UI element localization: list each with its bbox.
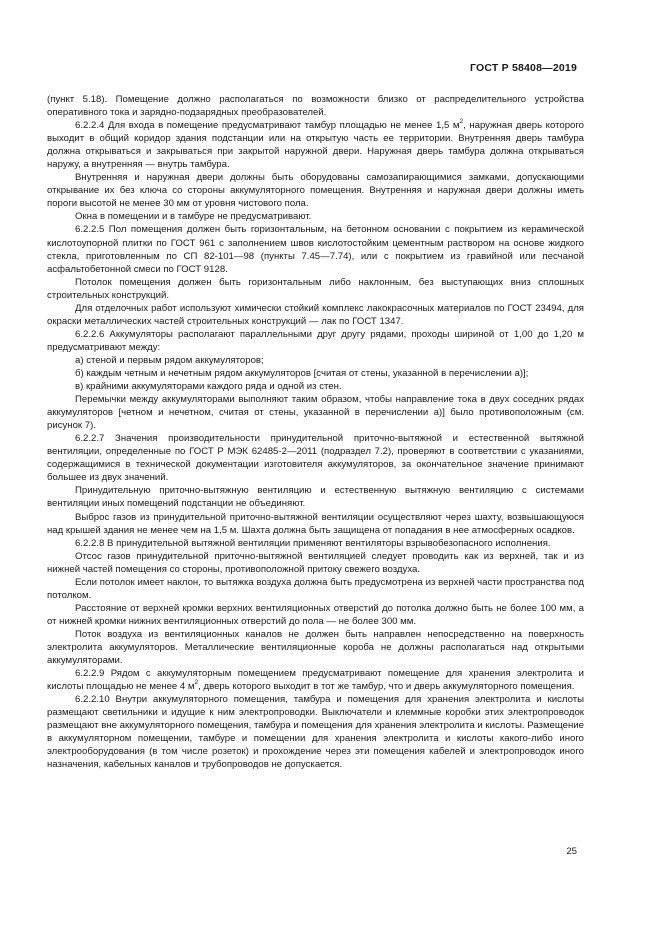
paragraph: б) каждым четным и нечетным рядом аккумуляторов [считая от стены, указанной в перечислении а)]; bbox=[75, 367, 529, 379]
paragraph: Потолок помещения должен быть горизонтальным либо наклонным, без выступающих вниз сплошных строительных конструкций. bbox=[47, 276, 584, 301]
paragraph: Если потолок имеет наклон, то вытяжка воздуха должна быть предусмотрена из верхней части пространства под потолком. bbox=[47, 576, 584, 601]
paragraph: Принудительную приточно-вытяжную вентиляцию и естественную вытяжную вентиляцию с системами вентиляции иных помещений подстанции не объединяют. bbox=[47, 485, 584, 510]
paragraph: 6.2.2.6 Аккумуляторы располагают параллельными друг другу рядами, проходы шириной от 1,00 до 1,20 м предусматривают между: bbox=[47, 328, 584, 353]
document-body bbox=[47, 93, 584, 771]
page-number: 25 bbox=[566, 846, 577, 857]
superscript: 2 bbox=[459, 117, 464, 125]
paragraph: Для отделочных работ используют химически стойкий комплекс лакокрасочных материалов по ГОСТ 23494, для окраски металлических частей строительных конструкций — лак по ГОСТ 1347. bbox=[47, 302, 584, 327]
paragraph: 6.2.2.8 В принудительной вытяжной вентиляции применяют вентиляторы взрывобезопасного исполнения. bbox=[75, 537, 551, 549]
paragraph: 6.2.2.5 Пол помещения должен быть горизонтальным, на бетонном основании с покрытием из керамической кислотоупорной плитки по ГОСТ 961 с заполнением швов кислотостойким цементным раствором на основе жидкого стекла, приготовленным по СП 82-101—98 (пункты 7.45—7.74), или с покрытием из гравийной или песчаной асфальтобетонной смеси по ГОСТ 9128. bbox=[47, 224, 584, 275]
paragraph: Перемычки между аккумуляторами выполняют таким образом, чтобы направление тока в двух соседних рядах аккумуляторов [четном и нечетном, считая от стены, указанной в перечислении а)] было противоположным (см. рисунок 7). bbox=[47, 394, 584, 432]
paragraph: а) стеной и первым рядом аккумуляторов; bbox=[75, 354, 264, 366]
paragraph: Окна в помещении и в тамбуре не предусматривают. bbox=[75, 211, 312, 223]
document-header: ГОСТ Р 58408—2019 bbox=[469, 62, 577, 74]
paragraph: (пункт 5.18). Помещение должно располагаться по возможности близко от распределительного устройства оперативного тока и зарядно-подзарядных преобразователей. bbox=[47, 94, 584, 119]
paragraph: 6.2.2.7 Значения производительности принудительной приточно-вытяжной и естественной вытяжной вентиляции, определенные по ГОСТ Р МЭК 62485-2—2011 (подраздел 7.2), проверяют в соответствии с указаниями, содержащимися в технической документации изготовителя аккумуляторов, за окончательное значение принимают большее из двух значений. bbox=[47, 433, 584, 484]
paragraph bbox=[47, 119, 584, 171]
superscript: 2 bbox=[194, 678, 199, 686]
paragraph bbox=[47, 667, 584, 693]
paragraph: Выброс газов из принудительной приточно-вытяжной вентиляции осуществляют через шахту, возвышающуюся над крышей здания не менее чем на 1,5 м. Шахта должна быть защищена от попадания в нее атмосферных осадков. bbox=[47, 511, 584, 536]
paragraph: Расстояние от верхней кромки верхних вентиляционных отверстий до потолка должно быть не более 100 мм, а от нижней кромки нижних вентиляционных отверстий до пола — не более 300 мм. bbox=[47, 602, 584, 627]
paragraph: 6.2.2.10 Внутри аккумуляторного помещения, тамбура и помещения для хранения электролита и кислоты размещают светильники и идущие к ним электропроводки. Выключатели и клеммные коробки этих электропроводок размещают вне аккумуляторного помещения, тамбура и помещения для хранения электролита и кислоты. Размещение в аккумуляторном помещении, тамбуре и помещении для хранения электролита и кислоты какого-либо иного электрооборудования (в том числе розеток) и прохождение через эти помещения кабелей и электропроводок иного назначения, кабельных каналов и трубопроводов не допускается. bbox=[47, 694, 584, 771]
paragraph: Отсос газов принудительной приточно-вытяжной вентиляцией следует проводить как из верхней, так и из нижней частей помещения со стороны, противоположной притоку свежего воздуха. bbox=[47, 550, 584, 575]
paragraph-text: , наружная дверь которого выходит в общий коридор здания подстанции или на открытую часть ее территории. Внутренняя дверь тамбура должна открываться и закрываться при закрытой наружной двери. Наружная дверь тамбура должна открываться наружу, а внутренняя — внутрь тамбура. bbox=[47, 120, 585, 171]
paragraph-text: , дверь которого выходит в тот же тамбур, что и дверь аккумуляторного помещения. bbox=[198, 681, 575, 693]
paragraph: Поток воздуха из вентиляционных каналов не должен быть направлен непосредственно на поверхность электролита аккумуляторов. Металлические вентиляционные короба не должны располагаться над открытыми аккумуляторами. bbox=[47, 628, 584, 667]
paragraph-text: 6.2.2.4 Для входа в помещение предусматривают тамбур площадью не менее 1,5 м bbox=[75, 120, 460, 132]
paragraph-text: 6.2.2.9 Рядом с аккумуляторным помещением предусматривают помещение для хранения электролита и кислоты площадью не менее 4 м bbox=[47, 668, 584, 693]
paragraph: Внутренняя и наружная двери должны быть оборудованы самозапирающимися замками, допускающими открывание их без ключа со стороны аккумуляторного помещения. Внутренняя и наружная двери должны иметь пороги высотой не менее 30 мм от уровня чистового пола. bbox=[47, 172, 584, 210]
paragraph: в) крайними аккумуляторами каждого ряда и одной из стен. bbox=[75, 381, 342, 393]
